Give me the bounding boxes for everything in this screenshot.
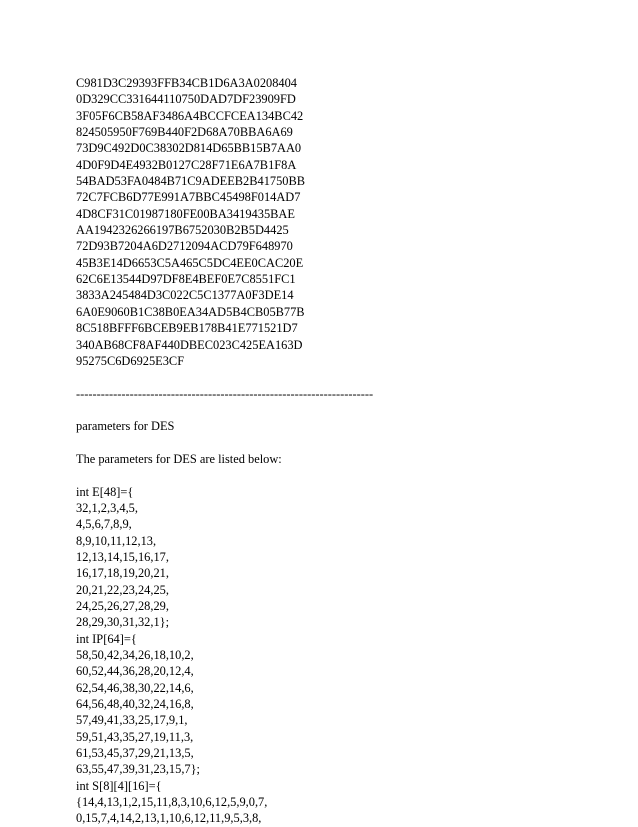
blank-line <box>76 435 596 451</box>
code-line: 60,52,44,36,28,20,12,4, <box>76 664 194 679</box>
code-line: int S[8][4][16]={ <box>76 778 162 793</box>
hex-line: 8C518BFFF6BCEB9EB178B41E771521D7 <box>76 321 298 336</box>
code-line: 64,56,48,40,32,24,16,8, <box>76 697 194 712</box>
code-line: int E[48]={ <box>76 484 134 499</box>
hex-line: 3833A245484D3C022C5C1377A0F3DE14 <box>76 288 294 303</box>
hex-line: 72D93B7204A6D2712094ACD79F648970 <box>76 239 293 254</box>
code-line: 0,15,7,4,14,2,13,1,10,6,12,11,9,5,3,8, <box>76 811 262 826</box>
hex-line: 4D8CF31C01987180FE00BA3419435BAE <box>76 206 295 221</box>
hex-line: 62C6E13544D97DF8E4BEF0E7C8551FC1 <box>76 272 296 287</box>
code-line: 8,9,10,11,12,13, <box>76 533 157 548</box>
hex-line: 54BAD53FA0484B71C9ADEEB2B41750BB <box>76 174 306 189</box>
hex-line: 4D0F9D4E4932B0127C28F71E6A7B1F8A <box>76 157 297 172</box>
hex-line: C981D3C29393FFB34CB1D6A3A0208404 <box>76 76 297 90</box>
blank-line <box>76 369 596 385</box>
hex-line: 340AB68CF8AF440DBEC023C425EA163D <box>76 337 303 352</box>
hex-line: 6A0E9060B1C38B0EA34AD5B4CB05B77B <box>76 304 305 319</box>
code-line: 61,53,45,37,29,21,13,5, <box>76 746 194 761</box>
code-line: 4,5,6,7,8,9, <box>76 517 132 532</box>
blank-line <box>76 467 596 483</box>
hex-line: AA1942326266197B6752030B2B5D4425 <box>76 223 289 238</box>
hex-line: 824505950F769B440F2D68A70BBA6A69 <box>76 125 293 140</box>
code-block <box>76 484 596 827</box>
code-line: 63,55,47,39,31,23,15,7}; <box>76 762 201 777</box>
code-line: {14,4,13,1,2,15,11,8,3,10,6,12,5,9,0,7, <box>76 795 268 810</box>
blank-line <box>76 402 596 418</box>
code-line: 28,29,30,31,32,1}; <box>76 615 170 630</box>
code-line: 62,54,46,38,30,22,14,6, <box>76 680 194 695</box>
hex-line: 45B3E14D6653C5A465C5DC4EE0CAC20E <box>76 255 304 270</box>
separator-line: ------------------------------------------------------------------------ <box>76 386 374 401</box>
code-line: 20,21,22,23,24,25, <box>76 582 169 597</box>
hex-line: 95275C6D6925E3CF <box>76 353 185 368</box>
code-line: 24,25,26,27,28,29, <box>76 599 169 613</box>
section-title: parameters for DES <box>76 419 175 434</box>
hex-line: 72C7FCB6D77E991A7BBC45498F014AD7 <box>76 190 301 205</box>
code-line: 59,51,43,35,27,19,11,3, <box>76 729 194 744</box>
document-body <box>76 75 596 827</box>
code-line: 57,49,41,33,25,17,9,1, <box>76 713 188 728</box>
hex-line: 3F05F6CB58AF3486A4BCCFCEA134BC42 <box>76 108 304 123</box>
hex-line: 0D329CC331644110750DAD7DF23909FD <box>76 92 296 107</box>
hex-line: 73D9C492D0C38302D814D65BB15B7AA0 <box>76 141 302 156</box>
code-line: 32,1,2,3,4,5, <box>76 500 138 515</box>
code-line: 58,50,42,34,26,18,10,2, <box>76 648 194 663</box>
intro-text: The parameters for DES are listed below: <box>76 451 282 466</box>
code-line: 16,17,18,19,20,21, <box>76 566 169 581</box>
hex-block <box>76 75 596 369</box>
code-line: 12,13,14,15,16,17, <box>76 549 169 564</box>
code-line: int IP[64]={ <box>76 631 137 646</box>
